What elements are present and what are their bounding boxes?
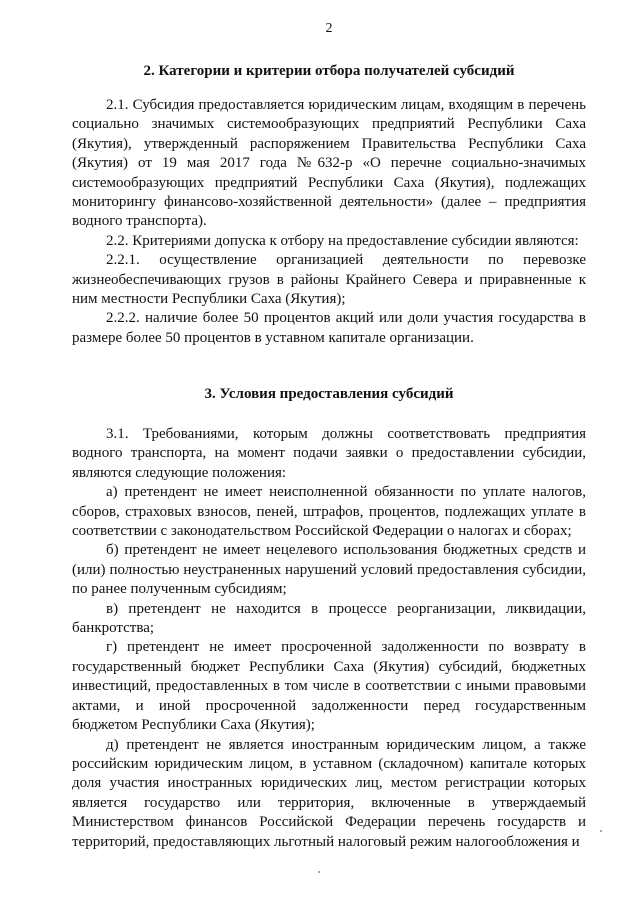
paragraph-3-1-d: д) претендент не является иностранным юридическим лицом, а также российским юридическим лицом, в уставном (складочном) капитале которых доля участия иностранных юридических лиц, местом регистрации которых является государство или территория, включенные в утверждаемый Министерством финансов Российской Федерации перечень государств и территорий, предоставляющих льготный налоговый режим налогообложения и [72,736,586,850]
paragraph-3-1: 3.1. Требованиями, которым должны соответствовать предприятия водного транспорта, на момент подачи заявки о предоставлении субсидии, являются следующие положения: [72,426,586,481]
paragraph-2-2-2: 2.2.2. наличие более 50 процентов акций или доли участия государства в размере более 50 процентов в уставном капитале организации. [72,310,586,346]
paragraph-3-1-b: б) претендент не имеет нецелевого использования бюджетных средств и (или) полностью неустраненных нарушений условий предоставления субсидии, по ранее полученным субсидиям; [72,542,586,598]
scan-speck [600,830,602,832]
paragraph-3-1-g: г) претендент не имеет просроченной задолженности по возврату в государственный бюджет Республики Саха (Якутия) субсидий, бюджетных инвестиций, предоставленных в том числе в соответствии с иными правовыми актами, и иной просроченной задолженности перед государственным бюджетом Республики Саха (Якутия); [72,639,586,734]
paragraph-2-2: 2.2. Критериями допуска к отбору на предоставление субсидии являются: [106,232,579,249]
section-3-heading: 3. Условия предоставления субсидий [204,386,454,402]
section-3-body [72,425,586,852]
section-2-heading: 2. Категории и критерии отбора получателей субсидий [143,63,515,79]
paragraph-3-1-v: в) претендент не находится в процессе реорганизации, ликвидации, банкротства; [72,600,586,637]
paragraph-2-1: 2.1. Субсидия предоставляется юридическим лицам, входящим в перечень социально значимых системообразующих предприятий Республики Саха (Якутия), утвержденный распоряжением Правительства Республики Саха (Якутия) от 19 мая 2017 года №632-р «О перечне социально-значимых системообразующих предприятий Республики Саха (Якутия), подлежащих мониторингу финансово-хозяйственной деятельности» (далее – предприятия водного транспорта). [72,97,586,230]
paragraph-3-1-a: а) претендент не имеет неисполненной обязанности по уплате налогов, сборов, страховых взносов, пеней, штрафов, процентов, подлежащих уплате в соответствии с законодательством Российской Федерации о налогах и сборах; [72,484,586,540]
document-page [72,0,586,905]
section-2-body [72,96,586,348]
page-number: 2 [325,21,333,36]
paragraph-2-2-1: 2.2.1. осуществление организацией деятельности по перевозке жизнеобеспечивающих грузов в районы Крайнего Севера и приравненные к ним местности Республики Саха (Якутия); [72,252,586,308]
scan-speck [318,871,320,873]
